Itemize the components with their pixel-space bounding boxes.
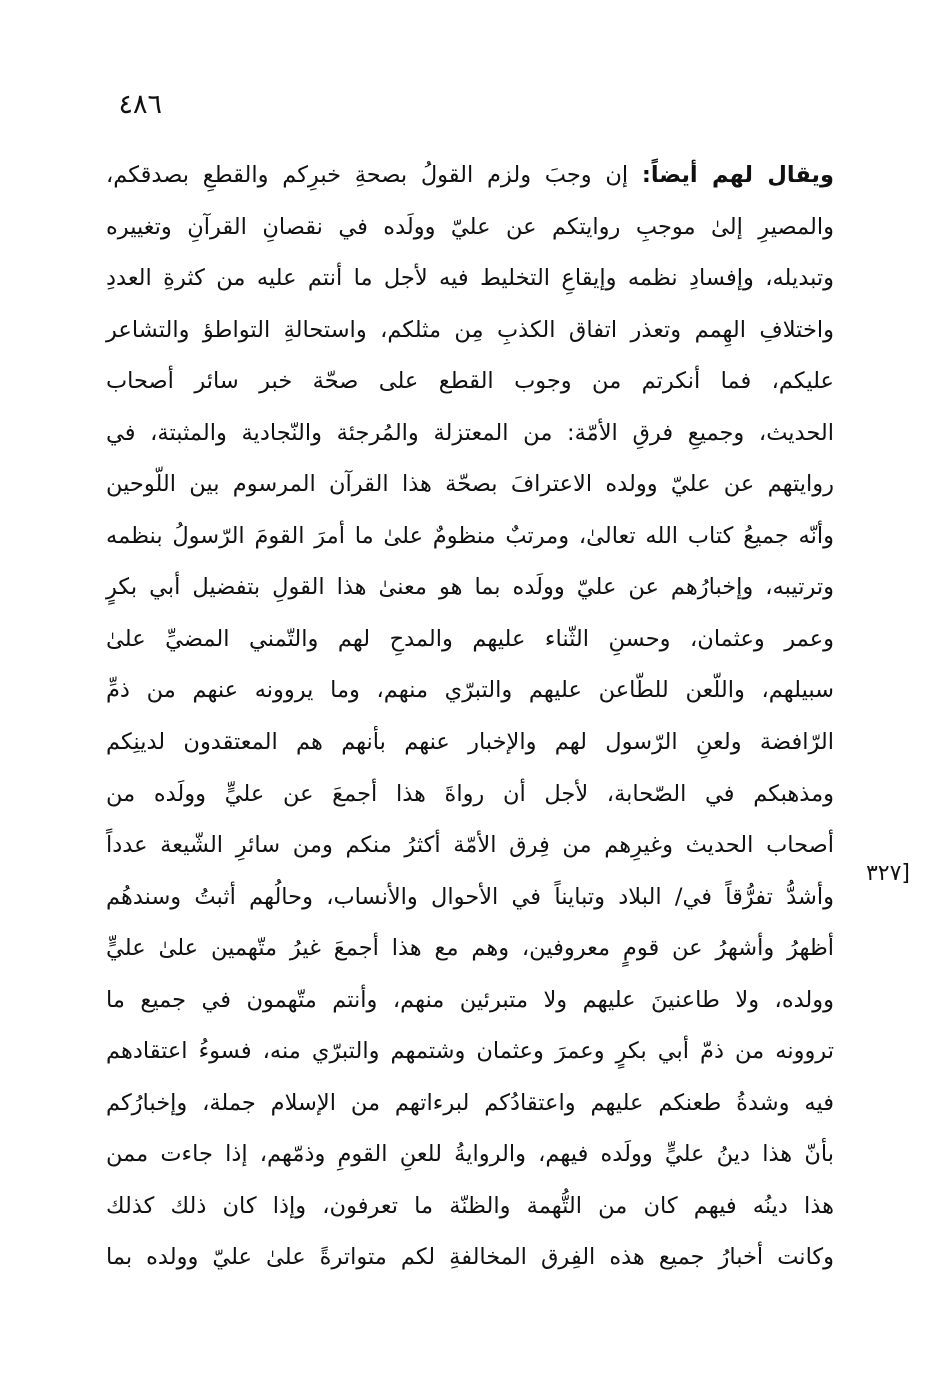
lead-phrase: ويقال لهم أيضاً: <box>641 162 834 188</box>
text-line: ومذهبكم في الصّحابة، لأجل أن رواةَ هذا أجمعَ عن عليٍّ وولَده من <box>106 780 834 807</box>
body-text <box>106 150 834 1284</box>
text-line: أصحاب الحديث وغيرِهم من فِرق الأمّة أكثرُ منكم ومن سائرِ الشّيعة عدداً <box>106 832 834 859</box>
text-line: وولده، ولا طاعنينَ عليهم ولا متبرئين منهم، وأنتم متّهمون في جميع ما <box>106 986 834 1013</box>
text-line: وعمر وعثمان، وحسنِ الثّناء عليهم والمدحِ لهم والتّمني المضيِّ علىٰ <box>106 625 834 652</box>
text-line: وأنّه جميعُ كتاب الله تعالىٰ، ومرتبٌ منظومٌ علىٰ ما أمرَ القومَ الرّسولُ بنظمه <box>106 522 834 549</box>
text-line: أظهرُ وأشهرُ عن قومٍ معروفين، وهم مع هذا أجمعَ غيرُ متّهمين علىٰ عليٍّ <box>106 935 834 962</box>
text-line: عليكم، فما أنكرتم من وجوب القطع على صحّة خبر سائر أصحاب <box>106 368 834 395</box>
text-line-content: إن وجبَ ولزم القولُ بصحةِ خبرِكم والقطعِ بصدقكم، <box>106 162 629 188</box>
text-line: وأشدُّ تفرُّقاً في/ البلاد وتبايناً في الأحوال والأنساب، وحالُهم أثبتُ وسندهُم <box>106 883 834 910</box>
text-line: الحديث، وجميعِ فرقِ الأمّة: من المعتزلة والمُرجئة والنّجادية والمثبتة، في <box>106 419 834 446</box>
text-line: سبيلهم، واللّعن للطّاعن عليهم والتبرّي منهم، وما يروونه عنهم من ذمِّ <box>106 677 834 704</box>
page-number: ٤٨٦ <box>118 89 162 120</box>
text-line: هذا دينُه فيهم كان من التُّهمة والظنّة ما تعرفون، وإذا كان ذلك كذلك <box>106 1192 834 1219</box>
text-line: فيه وشدةُ طعنكم عليهم واعتقادُكم لبرءاتهم من الإسلام جملة، وإخبارُكم <box>106 1089 834 1116</box>
text-line: وترتيبه، وإخبارُهم عن عليّ وولَده بما هو معنىٰ هذا القولِ بتفضيل أبي بكرٍ <box>106 574 834 601</box>
text-line <box>106 150 834 202</box>
text-line: واختلافِ الهِمم وتعذر اتفاق الكذبِ مِن مثلكم، واستحالةِ التواطؤ والتشاعر <box>106 316 834 343</box>
text-line: تروونه من ذمّ أبي بكرٍ وعمرَ وعثمان وشتمهم والتبرّي منه، فسوءُ اعتقادهم <box>106 1038 834 1065</box>
text-line: وكانت أخبارُ جميع هذه الفِرق المخالفةِ لكم متواترةً علىٰ عليّ وولده بما <box>106 1244 834 1271</box>
text-line: والمصيرِ إلىٰ موجبِ روايتكم عن عليّ وولَده في نقصانِ القرآنِ وتغييره <box>106 213 834 240</box>
text-line: وتبديله، وإفسادِ نظمه وإيقاعِ التخليط فيه لأجل ما أنتم عليه من كثرةِ العددِ <box>106 265 834 292</box>
text-line: روايتهم عن عليّ وولده الاعترافَ بصحّة هذا القرآن المرسوم بين اللّوحين <box>106 471 834 498</box>
text-line: بأنّ هذا دينُ عليٍّ وولَده فيهم، والروايةُ للعنِ القومِ وذمّهم، إذا جاءت ممن <box>106 1141 834 1168</box>
text-line: الرّافضة ولعنِ الرّسول لهم والإخبار عنهم بأنهم هم المعتقدون لدينِكم <box>106 729 834 756</box>
margin-page-reference: [٣٢٧ <box>865 861 910 886</box>
